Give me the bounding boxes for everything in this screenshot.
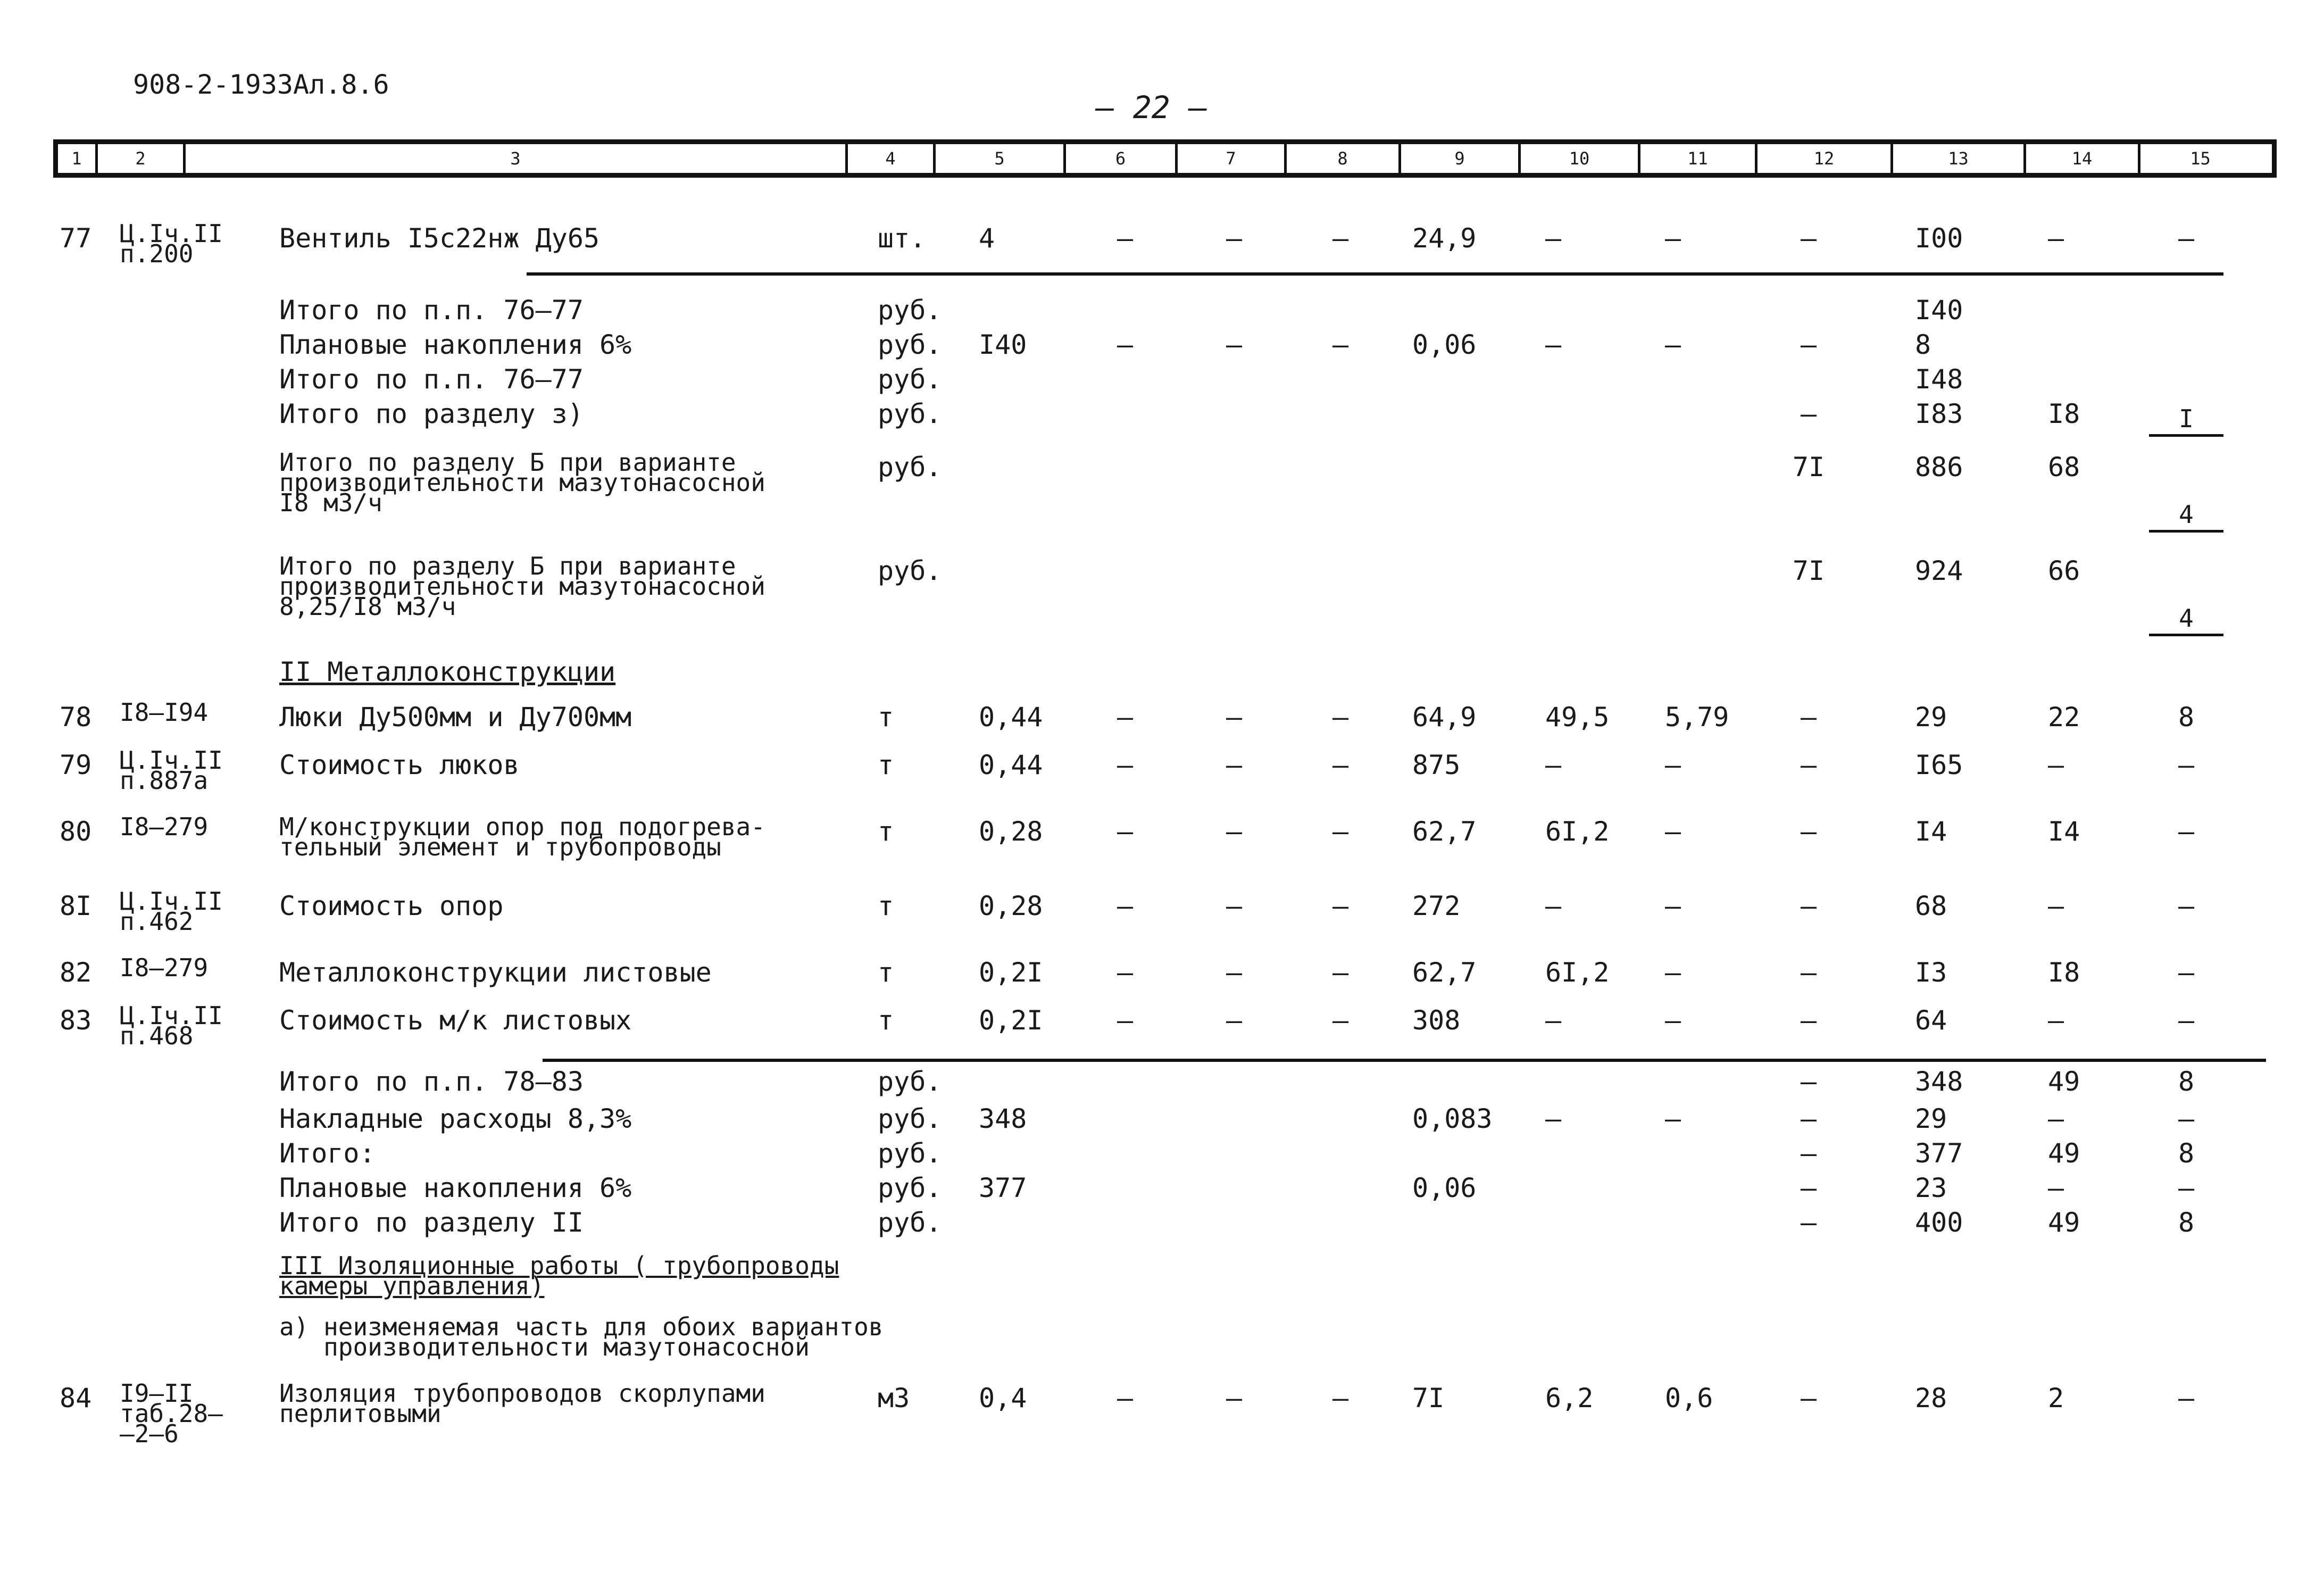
column-header-8: 8 <box>1287 144 1401 173</box>
fraction-mark <box>2149 404 2223 438</box>
cell-c15: – <box>2178 750 2195 780</box>
cell-c6: – <box>1117 702 1134 733</box>
cell-c9: 24,9 <box>1412 223 1477 254</box>
cell-desc: Стоимость люков <box>279 750 520 780</box>
cell-desc: Вентиль I5с22нж Ду65 <box>279 223 600 254</box>
cell-c6: – <box>1117 750 1134 780</box>
column-header-row <box>53 139 2277 178</box>
cell-unit: т <box>878 891 894 921</box>
cell-desc: Итого по п.п. 78–83 <box>279 1066 584 1097</box>
cell-qty: 377 <box>979 1173 1027 1203</box>
cell-desc: Стоимость опор <box>279 891 504 921</box>
cell-unit: руб. <box>878 364 942 395</box>
cell-c14: 49 <box>2048 1138 2080 1169</box>
cell-c9: 64,9 <box>1412 702 1477 733</box>
column-header-7: 7 <box>1178 144 1287 173</box>
cell-desc: Изоляция трубопроводов скорлупами перлитовыми <box>279 1379 765 1428</box>
column-header-13: 13 <box>1893 144 2026 173</box>
cell-c7: – <box>1226 957 1243 988</box>
cell-c12: – <box>1800 329 1817 360</box>
cell-code: Ц.Iч.II п.887а <box>120 746 223 795</box>
cell-c6: – <box>1117 329 1134 360</box>
column-header-11: 11 <box>1640 144 1757 173</box>
cell-unit: м3 <box>878 1383 910 1414</box>
fraction-mark <box>2149 604 2223 637</box>
cell-unit: т <box>878 957 894 988</box>
cell-num: 82 <box>60 957 92 988</box>
cell-code: I9–II таб.28– –2–6 <box>120 1379 223 1448</box>
cell-c12: – <box>1800 1138 1817 1169</box>
column-header-2: 2 <box>98 144 186 173</box>
cell-c11: 0,6 <box>1665 1383 1713 1414</box>
cell-c14: – <box>2048 750 2064 780</box>
cell-c11: – <box>1665 750 1681 780</box>
cell-c7: – <box>1226 1005 1243 1036</box>
cell-c15: – <box>2178 1005 2195 1036</box>
cell-c12: – <box>1800 1066 1817 1097</box>
cell-c6: – <box>1117 816 1134 847</box>
cell-unit: т <box>878 750 894 780</box>
cell-c7: – <box>1226 702 1243 733</box>
cell-num: 79 <box>60 750 92 780</box>
cell-unit: т <box>878 1005 894 1036</box>
cell-code: I8–I94 <box>120 698 209 727</box>
cell-c15: 8 <box>2178 702 2195 733</box>
cell-c6: – <box>1117 223 1134 254</box>
cell-c14: 49 <box>2048 1066 2080 1097</box>
fraction-bar <box>2149 434 2223 437</box>
fraction-bar <box>2149 530 2223 533</box>
cell-unit: т <box>878 702 894 733</box>
cell-num: 84 <box>60 1383 92 1414</box>
cell-c14: I4 <box>2048 816 2080 847</box>
cell-c10: 6I,2 <box>1545 816 1610 847</box>
cell-c8: – <box>1332 891 1349 921</box>
cell-c11: – <box>1665 1103 1681 1134</box>
cell-num: 77 <box>60 223 92 254</box>
cell-c9: 7I <box>1412 1383 1445 1414</box>
cell-c14: 22 <box>2048 702 2080 733</box>
cell-qty: I40 <box>979 329 1027 360</box>
cell-c13: 68 <box>1915 891 1947 921</box>
cell-unit: руб. <box>878 1207 942 1238</box>
column-header-1: 1 <box>58 144 98 173</box>
cell-c7: – <box>1226 223 1243 254</box>
subtotal-rule <box>543 1059 2266 1062</box>
cell-c9: 875 <box>1412 750 1461 780</box>
cell-c9: 62,7 <box>1412 816 1477 847</box>
cell-desc: Итого по разделу Б при варианте производительности мазутонасосной 8,25/I8 м3/ч <box>279 552 765 621</box>
cell-c9: 0,06 <box>1412 329 1477 360</box>
cell-c8: – <box>1332 1383 1349 1414</box>
cell-qty: 0,28 <box>979 891 1043 921</box>
cell-c13: I65 <box>1915 750 1963 780</box>
cell-c9: 62,7 <box>1412 957 1477 988</box>
cell-code: Ц.Iч.II п.462 <box>120 887 223 936</box>
cell-c14: I8 <box>2048 957 2080 988</box>
cell-c13: 8 <box>1915 329 1931 360</box>
fraction-numerator: I <box>2179 404 2194 433</box>
cell-desc: Итого по разделу II <box>279 1207 584 1238</box>
cell-c11: 5,79 <box>1665 702 1729 733</box>
cell-c13: I48 <box>1915 364 1963 395</box>
cell-c13: I3 <box>1915 957 1947 988</box>
cell-qty: 348 <box>979 1103 1027 1134</box>
cell-unit: руб. <box>878 329 942 360</box>
cell-c14: – <box>2048 1005 2064 1036</box>
cell-c15: 8 <box>2178 1066 2195 1097</box>
cell-c15: – <box>2178 1173 2195 1203</box>
cell-code: I8–279 <box>120 953 209 982</box>
cell-c13: 28 <box>1915 1383 1947 1414</box>
cell-c10: – <box>1545 329 1562 360</box>
column-header-9: 9 <box>1401 144 1521 173</box>
column-header-14: 14 <box>2026 144 2140 173</box>
column-header-4: 4 <box>848 144 936 173</box>
cell-code: I8–279 <box>120 812 209 841</box>
cell-c13: I83 <box>1915 398 1963 429</box>
cell-c13: 29 <box>1915 1103 1947 1134</box>
cell-c13: I4 <box>1915 816 1947 847</box>
column-header-5: 5 <box>936 144 1066 173</box>
cell-desc: М/конструкции опор под подогрева- тельный элемент и трубопроводы <box>279 812 765 861</box>
cell-c13: 377 <box>1915 1138 1963 1169</box>
cell-c13: 29 <box>1915 702 1947 733</box>
cell-c11: – <box>1665 1005 1681 1036</box>
cell-c7: – <box>1226 1383 1243 1414</box>
cell-c11: – <box>1665 957 1681 988</box>
cell-c8: – <box>1332 702 1349 733</box>
fraction-numerator: 4 <box>2179 500 2194 529</box>
cell-desc: Итого: <box>279 1138 376 1169</box>
cell-desc: Плановые накопления 6% <box>279 329 632 360</box>
cell-c11: – <box>1665 891 1681 921</box>
fraction-bar <box>2149 634 2223 636</box>
cell-c12: – <box>1800 816 1817 847</box>
cell-c7: – <box>1226 816 1243 847</box>
cell-c12: – <box>1800 957 1817 988</box>
cell-unit: руб. <box>878 555 942 586</box>
cell-c12: – <box>1800 1173 1817 1203</box>
cell-c14: 66 <box>2048 555 2080 586</box>
cell-code: Ц.Iч.II п.200 <box>120 219 223 268</box>
cell-c14: – <box>2048 891 2064 921</box>
cell-c7: – <box>1226 750 1243 780</box>
cell-c9: 272 <box>1412 891 1461 921</box>
cell-c9: 308 <box>1412 1005 1461 1036</box>
cell-c12: – <box>1800 750 1817 780</box>
cell-code: Ц.Iч.II п.468 <box>120 1001 223 1050</box>
cell-c15: – <box>2178 957 2195 988</box>
cell-desc: III Изоляционные работы ( трубопроводы камеры управления) <box>279 1251 839 1300</box>
cell-c14: – <box>2048 1173 2064 1203</box>
column-header-12: 12 <box>1757 144 1893 173</box>
cell-c15: – <box>2178 891 2195 921</box>
cell-c14: I8 <box>2048 398 2080 429</box>
cell-c6: – <box>1117 1383 1134 1414</box>
cell-c14: 49 <box>2048 1207 2080 1238</box>
cell-desc: Итого по разделу Б при варианте производительности мазутонасосной I8 м3/ч <box>279 448 765 517</box>
cell-c11: – <box>1665 816 1681 847</box>
cell-c10: 6,2 <box>1545 1383 1594 1414</box>
cell-desc: Плановые накопления 6% <box>279 1173 632 1203</box>
cell-c13: 400 <box>1915 1207 1963 1238</box>
cell-qty: 0,2I <box>979 957 1043 988</box>
cell-c10: 49,5 <box>1545 702 1610 733</box>
cell-c10: – <box>1545 750 1562 780</box>
cell-c8: – <box>1332 957 1349 988</box>
cell-c12: 7I <box>1792 555 1825 586</box>
subtotal-rule <box>527 272 2223 276</box>
cell-c6: – <box>1117 891 1134 921</box>
cell-c11: – <box>1665 329 1681 360</box>
column-header-15: 15 <box>2190 148 2211 169</box>
page-number: — 22 — <box>1096 89 1207 126</box>
cell-c8: – <box>1332 750 1349 780</box>
cell-c10: – <box>1545 891 1562 921</box>
cell-qty: 0,44 <box>979 750 1043 780</box>
cell-c14: 68 <box>2048 452 2080 483</box>
cell-unit: руб. <box>878 1103 942 1134</box>
cell-c15: 8 <box>2178 1138 2195 1169</box>
cell-c6: – <box>1117 957 1134 988</box>
cell-c9: 0,06 <box>1412 1173 1477 1203</box>
cell-unit: руб. <box>878 398 942 429</box>
cell-desc: а) неизменяемая часть для обоих вариантов производительности мазутонасосной <box>279 1312 884 1361</box>
cell-c14: 2 <box>2048 1383 2064 1414</box>
cell-num: 80 <box>60 816 92 847</box>
cell-c12: – <box>1800 223 1817 254</box>
cell-unit: руб. <box>878 1066 942 1097</box>
cell-desc: Итого по п.п. 76–77 <box>279 295 584 326</box>
cell-c15: – <box>2178 1383 2195 1414</box>
cell-qty: 0,2I <box>979 1005 1043 1036</box>
cell-c13: I40 <box>1915 295 1963 326</box>
cell-c12: – <box>1800 398 1817 429</box>
cell-c7: – <box>1226 891 1243 921</box>
cell-c13: 924 <box>1915 555 1963 586</box>
cell-c12: – <box>1800 1207 1817 1238</box>
cell-c8: – <box>1332 816 1349 847</box>
fraction-mark <box>2149 500 2223 534</box>
cell-desc: Итого по разделу з) <box>279 398 584 429</box>
cell-unit: руб. <box>878 295 942 326</box>
cell-c14: – <box>2048 223 2064 254</box>
cell-c15: – <box>2178 1103 2195 1134</box>
column-header-10: 10 <box>1521 144 1640 173</box>
cell-c10: 6I,2 <box>1545 957 1610 988</box>
cell-c13: 23 <box>1915 1173 1947 1203</box>
cell-c9: 0,083 <box>1412 1103 1493 1134</box>
cell-c12: 7I <box>1792 452 1825 483</box>
cell-c8: – <box>1332 329 1349 360</box>
cell-unit: руб. <box>878 1138 942 1169</box>
cell-c7: – <box>1226 329 1243 360</box>
cell-qty: 0,28 <box>979 816 1043 847</box>
cell-c8: – <box>1332 223 1349 254</box>
cell-c15: 8 <box>2178 1207 2195 1238</box>
cell-c13: 348 <box>1915 1066 1963 1097</box>
cell-c12: – <box>1800 1103 1817 1134</box>
cell-c10: – <box>1545 1005 1562 1036</box>
cell-c13: 886 <box>1915 452 1963 483</box>
cell-c10: – <box>1545 1103 1562 1134</box>
cell-c6: – <box>1117 1005 1134 1036</box>
cell-c15: – <box>2178 816 2195 847</box>
cell-unit: руб. <box>878 1173 942 1203</box>
cell-unit: т <box>878 816 894 847</box>
cell-c14: – <box>2048 1103 2064 1134</box>
cell-desc: Стоимость м/к листовых <box>279 1005 632 1036</box>
column-header-6: 6 <box>1066 144 1178 173</box>
cell-c12: – <box>1800 702 1817 733</box>
cell-qty: 0,4 <box>979 1383 1027 1414</box>
cell-c12: – <box>1800 891 1817 921</box>
column-header-3: 3 <box>186 144 848 173</box>
document-code: 908-2-1933Ал.8.6 <box>133 69 389 100</box>
cell-qty: 0,44 <box>979 702 1043 733</box>
cell-c12: – <box>1800 1383 1817 1414</box>
cell-c13: I00 <box>1915 223 1963 254</box>
cell-c8: – <box>1332 1005 1349 1036</box>
cell-num: 78 <box>60 702 92 733</box>
cell-desc: II Металлоконструкции <box>279 656 616 687</box>
cell-qty: 4 <box>979 223 995 254</box>
cell-num: 83 <box>60 1005 92 1036</box>
cell-c11: – <box>1665 223 1681 254</box>
cell-unit: руб. <box>878 452 942 483</box>
cell-num: 8I <box>60 891 92 921</box>
cell-c12: – <box>1800 1005 1817 1036</box>
cell-c13: 64 <box>1915 1005 1947 1036</box>
cell-desc: Накладные расходы 8,3% <box>279 1103 632 1134</box>
cell-desc: Металлоконструкции листовые <box>279 957 712 988</box>
cell-desc: Итого по п.п. 76–77 <box>279 364 584 395</box>
cell-unit: шт. <box>878 223 926 254</box>
cell-desc: Люки Ду500мм и Ду700мм <box>279 702 632 733</box>
fraction-numerator: 4 <box>2179 604 2194 633</box>
cell-c15: – <box>2178 223 2195 254</box>
cell-c10: – <box>1545 223 1562 254</box>
